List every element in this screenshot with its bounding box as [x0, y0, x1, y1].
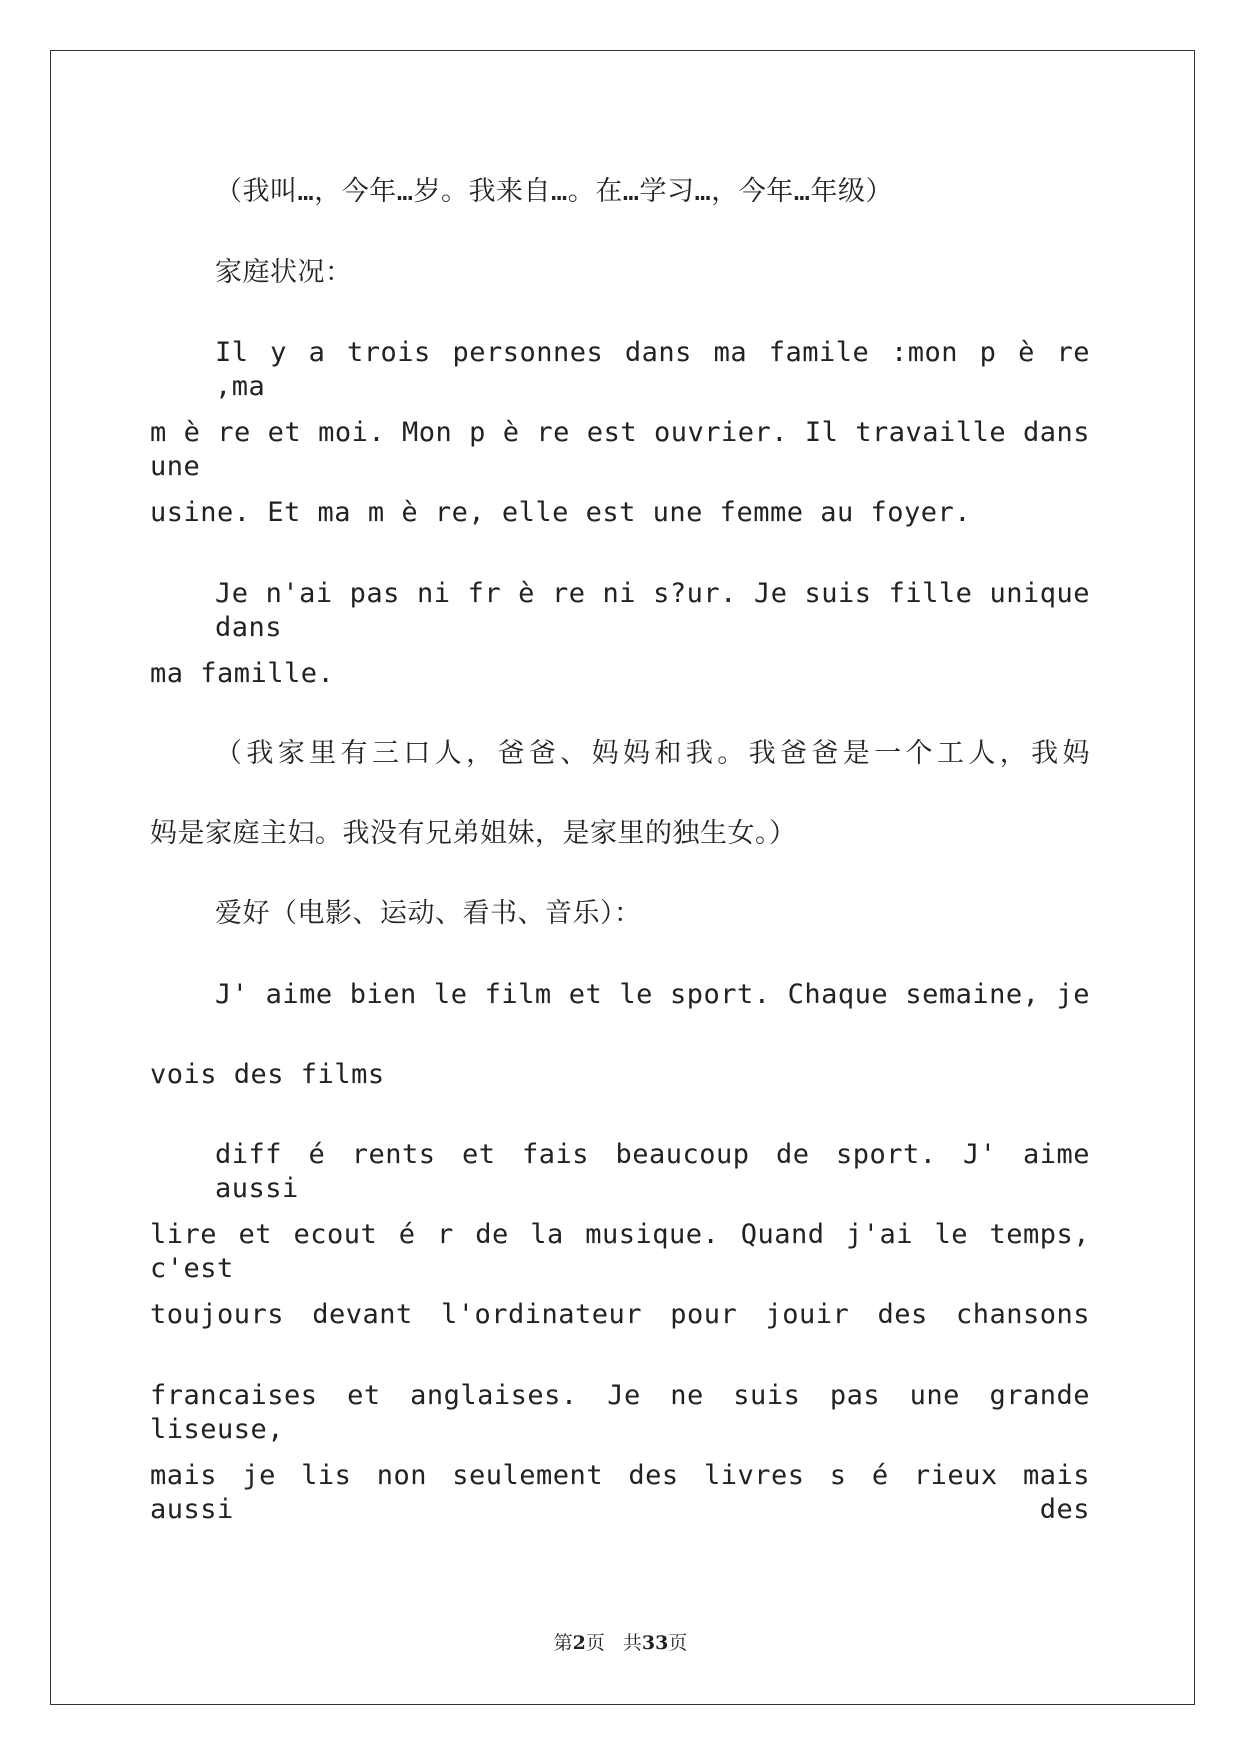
text-line-hobbies-7: mais je lis non seulement des livres s é rieux mais aussi des — [150, 1460, 1090, 1525]
text-line-family-2: m è re et moi. Mon p è re est ouvrier. Il travaille dans une — [150, 417, 1090, 482]
text-line-hobbies-6: francaises et anglaises. Je ne suis pas une grande liseuse, — [150, 1380, 1090, 1445]
footer-total-pages: 33 — [641, 1632, 669, 1654]
text-line-family-cn-2: 妈是家庭主妇。我没有兄弟姐妹，是家里的独生女。） — [150, 818, 797, 849]
text-line-intro-cn: （我叫…，今年…岁。我来自…。在…学习…，今年…年级） — [215, 176, 894, 207]
text-line-family-3: usine. Et ma m è re, elle est une femme au foyer. — [150, 497, 972, 528]
text-line-hobbies-5: toujours devant l'ordinateur pour jouir des chansons — [150, 1299, 1090, 1330]
heading-family: 家庭状况： — [215, 257, 353, 288]
page-frame — [50, 50, 1195, 1705]
footer-total-suffix: 页 — [668, 1632, 688, 1654]
text-line-hobbies-2: vois des films — [150, 1059, 385, 1090]
text-line-hobbies-3: diff é rents et fais beaucoup de sport. J' aime aussi — [215, 1139, 1090, 1204]
text-line-hobbies-1: J' aime bien le film et le sport. Chaque semaine, je — [215, 979, 1090, 1010]
footer-page-prefix: 第 — [553, 1632, 573, 1654]
text-line-family-1: Il y a trois personnes dans ma famile :mon p è re ,ma — [215, 337, 1090, 402]
heading-hobbies: 爱好（电影、运动、看书、音乐）： — [215, 898, 642, 929]
text-line-family-cn-1: （我家里有三口人，爸爸、妈妈和我。我爸爸是一个工人，我妈 — [215, 738, 1090, 769]
footer-page-number: 2 — [572, 1632, 586, 1654]
text-line-family-4: Je n'ai pas ni fr è re ni s?ur. Je suis fille unique dans — [215, 578, 1090, 643]
footer-total-prefix: 共 — [622, 1632, 642, 1654]
text-line-family-5: ma famille. — [150, 658, 335, 689]
text-line-hobbies-4: lire et ecout é r de la musique. Quand j'ai le temps, c'est — [150, 1219, 1090, 1284]
footer-page-suffix: 页 — [585, 1632, 605, 1654]
page-footer — [0, 1628, 1241, 1655]
